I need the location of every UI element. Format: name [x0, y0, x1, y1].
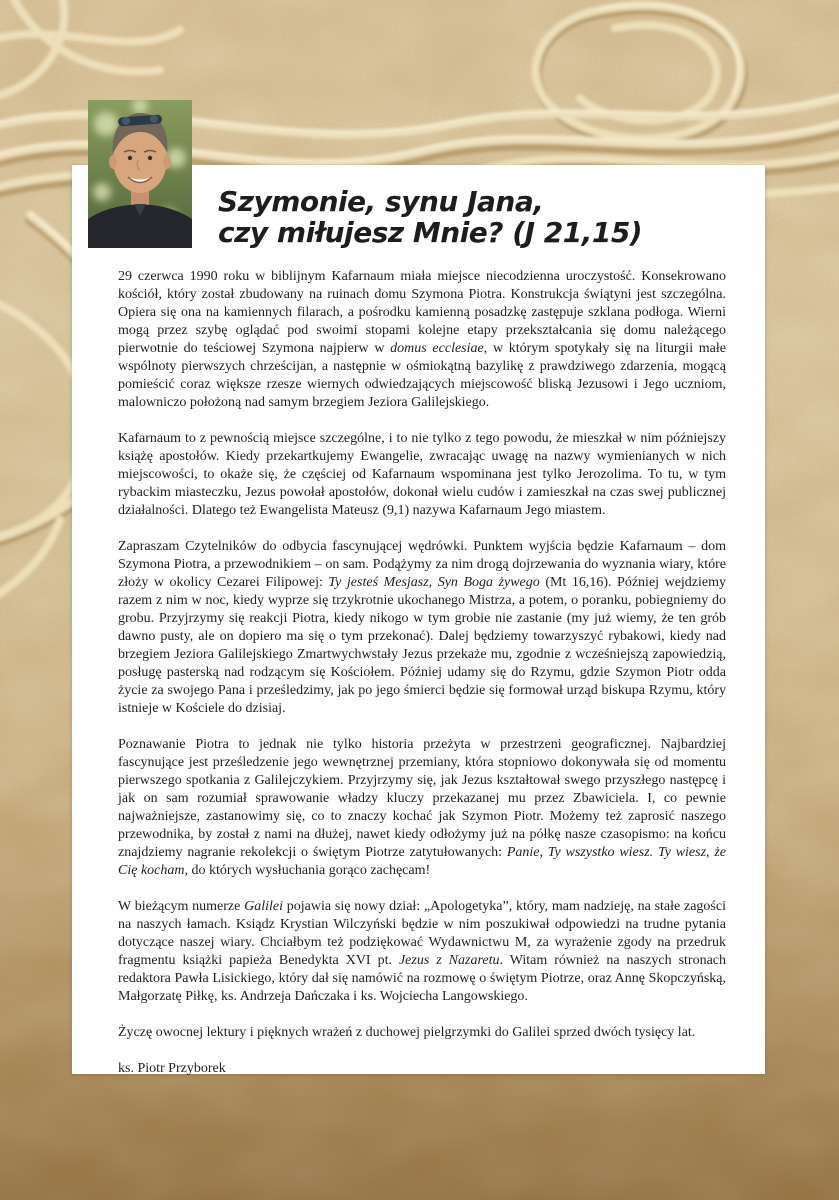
closing-line: Życzę owocnej lektury i pięknych wrażeń z duchowej pielgrzymki do Galilei sprzed dwóch tysięcy lat.: [118, 1025, 696, 1040]
editorial-body: [118, 268, 726, 1096]
editorial-paragraph-1: 29 czerwca 1990 roku w biblijnym Kafarnaum miała miejsce niecodzienna uroczystość. Konsekrowano kościół, który został zbudowany na ruinach domu Szymona Piotra. Konstrukcja świątyni jest szczególna. Opiera się ona na kamiennych filarach, a pośrodku kamienną posadzkę zastępuje szklana podłoga. Wierni mogą przez szybę oglądać pod swoimi stopami kolejne etapy przekształcania się domu należącego pierwotnie do teściowej Szymona najpierw w domus ecclesiae, w którym spotykały się na liturgii małe wspólnoty pierwszych chrześcijan, a następnie w ośmiokątną bazylikę z prawdziwego zdarzenia, mogącą pomieścić coraz większe rzesze wiernych odwiedzających miejscowość bliską Jezusowi i Jego uczniom, malowniczo położoną nad samym brzegiem Jeziora Galilejskiego.: [118, 269, 726, 410]
page-title-line1: Szymonie, synu Jana,: [218, 185, 544, 218]
page-title-line2: czy miłujesz Mnie? (J 21,15): [218, 216, 643, 249]
page-title: [218, 186, 698, 248]
editorial-paragraph-5: W bieżącym numerze Galilei pojawia się nowy dział: „Apologetyka”, który, mam nadzieję, na stałe zagości na naszych łamach. Ksiądz Krystian Wilczyński będzie w nim poszukiwał odpowiedzi na trudne pytania dotyczące naszej wiary. Chciałbym też podziękować Wydawnictwu M, za wyrażenie zgody na przedruk fragmentu książki papieża Benedykta XVI pt. Jezus z Nazaretu. Witam również na naszych stronach redaktora Pawła Lisickiego, który dał się namówić na rozmowę o świętym Piotrze, oraz Annę Skopczyńską, Małgorzatę Piłkę, ks. Andrzeja Dańczaka i ks. Wojciecha Langowskiego.: [118, 899, 727, 1004]
editorial-paragraph-2: Kafarnaum to z pewnością miejsce szczególne, i to nie tylko z tego powodu, że mieszkał w nim późniejszy książę apostołów. Kiedy przekartkujemy Ewangelie, zwracając uwagę na nazwy wymienianych w nich miejscowości, to okaże się, że częściej od Kafarnaum wspominana jest tylko Jerozolima. To tu, w tym rybackim miasteczku, Jezus powołał apostołów, dokonał wielu cudów i zamieszkał na czas swej publicznej działalności. Dlatego też Ewangelista Mateusz (9,1) nazywa Kafarnaum Jego miastem.: [118, 431, 726, 518]
editorial-paragraph-3: Zapraszam Czytelników do odbycia fascynującej wędrówki. Punktem wyjścia będzie Kafarnaum – dom Szymona Piotra, a przewodnikiem – on sam. Podążymy za nim drogą dojrzewania do wyznania wiary, które złoży w okolicy Cezarei Filipowej: Ty jesteś Mesjasz, Syn Boga żywego (Mt 16,16). Później wejdziemy razem z nim w noc, kiedy wyprze się trzykrotnie ukochanego Mistrza, a potem, o poranku, pobiegniemy do grobu. Przyjrzymy się reakcji Piotra, kiedy nikogo w tym grobie nie zastanie (my już wiemy, że ten grób dawno pusty, ale on dopiero ma się o tym przekonać). Dalej będziemy towarzyszyć rybakowi, kiedy nad brzegiem Jeziora Galilejskiego Zmartwychwstały Jezus przekaże mu, zgodnie z wcześniejszą zapowiedzią, posługę pasterską nad rodzącym się Kościołem. Później udamy się do Rzymu, gdzie Szymon Piotr odda życie za swojego Pana i prześledzimy, jak po jego śmierci będzie się formował urząd biskupa Rzymu, który istnieje w Kościele do dzisiaj.: [118, 539, 727, 716]
editorial-paragraph-4: Poznawanie Piotra to jednak nie tylko historia przeżyta w przestrzeni geograficznej. Najbardziej fascynujące jest prześledzenie jego wewnętrznej przemiany, która stopniowo dokonywała się od momentu pierwszego spotkania z Galilejczykiem. Przyjrzymy się, jak Jezus kształtował swego przyszłego następcę i jak on sam rozumiał sprawowanie władzy kluczy przekazanej mu przez Zbawiciela. I, co pewnie najważniejsze, zastanowimy się, co to znaczy kochać jak Szymon Piotr. Możemy też zaprosić naszego przewodnika, by został z nami na dłużej, nawet kiedy odłożymy już na półkę nasze czasopismo: na końcu znajdziemy nagranie rekolekcji o świętym Piotrze zatytułowanych: Panie, Ty wszystko wiesz. Ty wiesz, że Cię kocham, do których wysłuchania gorąco zachęcam!: [118, 737, 726, 878]
author-signature: ks. Piotr Przyborek: [118, 1061, 226, 1076]
author-photo: [88, 100, 192, 248]
